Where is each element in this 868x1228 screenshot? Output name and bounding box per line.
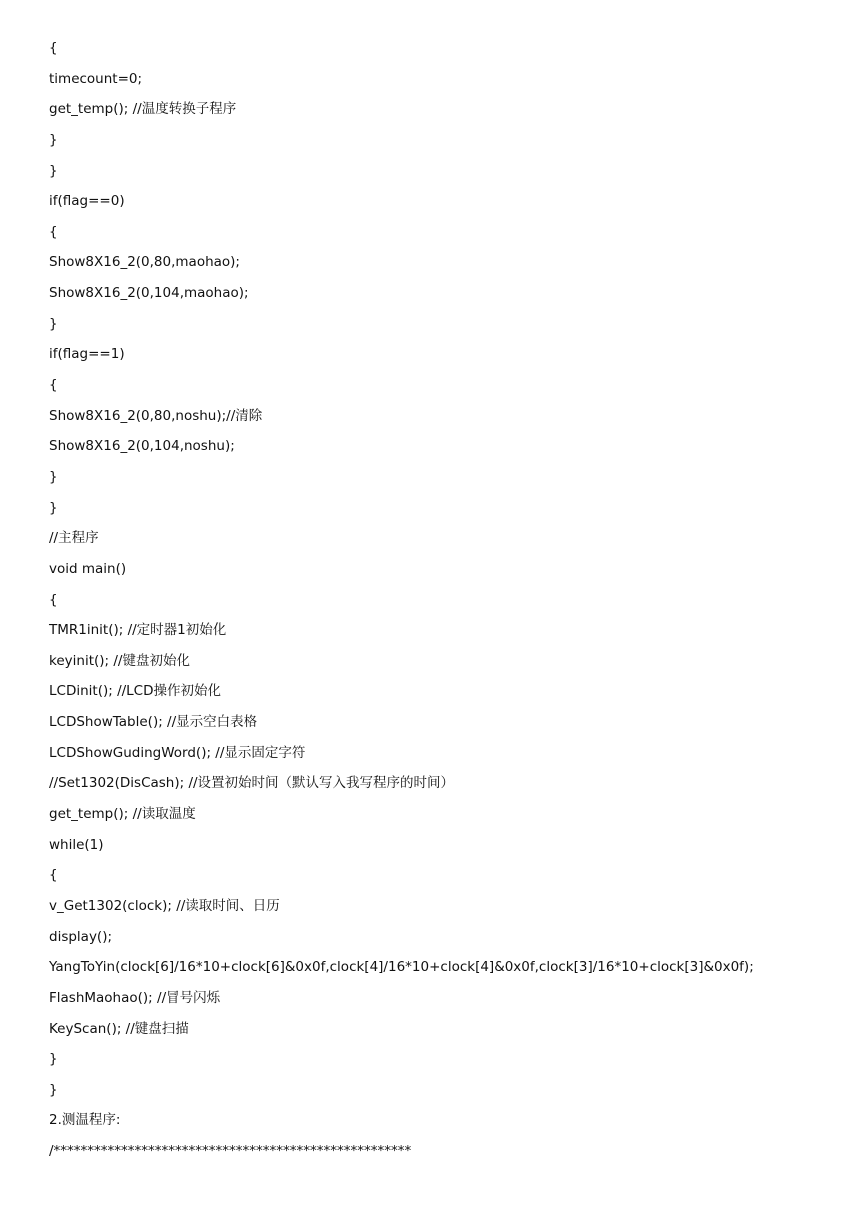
code-line: LCDShowTable(); //显示空白表格	[49, 714, 258, 731]
code-line: if(flag==0)	[49, 193, 125, 210]
code-line: /*****************************************************	[49, 1143, 412, 1160]
code-line: {	[49, 223, 58, 240]
code-line: }	[49, 162, 58, 179]
code-line: KeyScan(); //键盘扫描	[49, 1020, 189, 1037]
code-line: Show8X16_2(0,80,noshu);//清除	[49, 407, 263, 424]
code-line: if(flag==1)	[49, 346, 125, 363]
code-listing	[49, 36, 754, 1170]
code-line: {	[49, 40, 58, 56]
code-line: //主程序	[49, 530, 99, 547]
code-line: }	[49, 1081, 58, 1098]
code-line: get_temp(); //读取温度	[49, 806, 196, 823]
code-line: {	[49, 591, 58, 608]
code-line: }	[49, 1051, 58, 1068]
code-line: }	[49, 468, 58, 485]
code-line: v_Get1302(clock); //读取时间、日历	[49, 897, 280, 914]
code-line: }	[49, 499, 58, 516]
code-line: {	[49, 867, 58, 884]
code-line: Show8X16_2(0,104,maohao);	[49, 285, 249, 302]
code-line: void main()	[49, 560, 127, 577]
code-line: YangToYin(clock[6]/16*10+clock[6]&0x0f,clock[4]/16*10+clock[4]&0x0f,clock[3]/16*10+clock[3]&0x0f);	[49, 959, 754, 976]
code-line: 2.测温程序:	[49, 1112, 121, 1129]
code-line: LCDShowGudingWord(); //显示固定字符	[49, 744, 306, 761]
code-line: {	[49, 377, 58, 394]
code-line: FlashMaohao(); //冒号闪烁	[49, 989, 221, 1006]
code-line: TMR1init(); //定时器1初始化	[49, 622, 227, 639]
code-line: LCDinit(); //LCD操作初始化	[49, 683, 222, 700]
code-line: }	[49, 315, 58, 332]
code-line: keyinit(); //键盘初始化	[49, 652, 190, 669]
code-line: }	[49, 131, 58, 148]
code-line: //Set1302(DisCash); //设置初始时间（默认写入我写程序的时间）	[49, 775, 455, 792]
code-line: timecount=0;	[49, 70, 143, 87]
code-line: while(1)	[49, 836, 104, 853]
code-line: Show8X16_2(0,80,maohao);	[49, 254, 240, 271]
code-line: Show8X16_2(0,104,noshu);	[49, 438, 235, 455]
code-line: get_temp(); //温度转换子程序	[49, 101, 237, 118]
code-line: display();	[49, 928, 113, 945]
